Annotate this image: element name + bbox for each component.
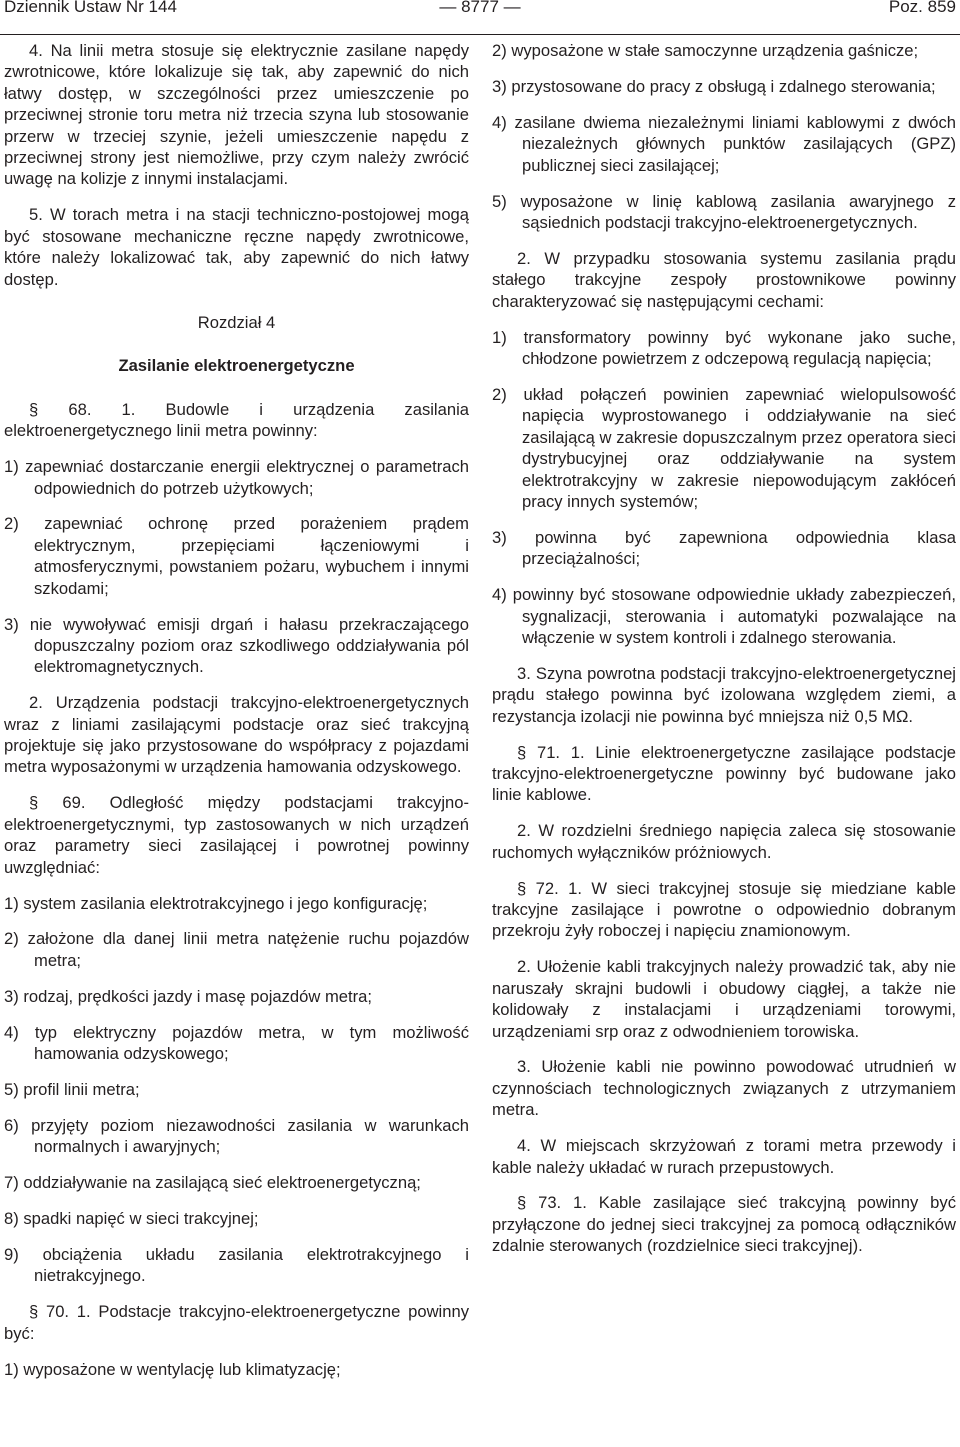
list-item: 1) zapewniać dostarczanie energii elektrycznej o parametrach odpowiednich do potrzeb użytkowych; bbox=[4, 457, 469, 498]
section-70-1: § 70. 1. Podstacje trakcyjno-elektroenergetyczne powinny być: bbox=[4, 1302, 469, 1343]
list-item: 4) typ elektryczny pojazdów metra, w tym możliwość hamowania odzyskowego; bbox=[4, 1022, 469, 1064]
section-72-1: § 72. 1. W sieci trakcyjnej stosuje się miedziane kable trakcyjne zasilające i powrotne o odpowiednio dobranym przekroju żyły roboczej i napięciu znamionowym. bbox=[492, 878, 956, 941]
section-70-2: 2. W przypadku stosowania systemu zasilania prądu stałego trakcyjne zespoły prostownikowe powinny charakteryzować się następującymi cechami: bbox=[492, 248, 956, 311]
section-68-1: § 68. 1. Budowle i urządzenia zasilania elektroenergetycznego linii metra powinny: bbox=[4, 399, 469, 441]
list-item: 5) profil linii metra; bbox=[4, 1079, 140, 1099]
page-number: — 8777 — bbox=[439, 0, 521, 16]
list-item: 2) wyposażone w stałe samoczynne urządzenia gaśnicze; bbox=[492, 41, 919, 60]
list-item: 2) układ połączeń powinien zapewniać wielopulsowość napięcia wyprostowanego i oddziaływanie na sieć zasilającą w zakresie dopuszczalnym przez operatora sieci dystrybucyjnej oraz oddziaływanie na system elektrotrakcyjny w zakresie niepowodującym zakłóceń pracy innych systemów; bbox=[492, 384, 956, 511]
chapter-title: Zasilanie elektroenergetyczne bbox=[118, 356, 355, 376]
page-header bbox=[0, 0, 960, 35]
section-68-2: 2. Urządzenia podstacji trakcyjno-elektroenergetycznych wraz z liniami zasilającymi podstacje oraz sieć trakcyjną projektuje się jako przystosowane do współpracy z pojazdami metra wyposażonymi w urządzenia hamowania odzyskowego. bbox=[4, 693, 469, 777]
list-item: 5) wyposażone w linię kablową zasilania awaryjnego z sąsiednich podstacji trakcyjno-elektroenergetycznych. bbox=[492, 191, 956, 232]
section-72-3: 3. Ułożenie kabli nie powinno powodować utrudnień w czynnościach technologicznych związanych z utrzymaniem metra. bbox=[492, 1057, 956, 1120]
section-71-2: 2. W rozdzielni średniego napięcia zaleca się stosowanie ruchomych wyłączników próżniowych. bbox=[492, 821, 956, 862]
right-column bbox=[492, 40, 956, 1271]
list-item: 1) system zasilania elektrotrakcyjnego i jego konfigurację; bbox=[4, 893, 428, 913]
section-72-2: 2. Ułożenie kabli trakcyjnych należy prowadzić tak, aby nie naruszały skrajni budowli i obudowy ciągłej, a także nie kolidowały z instalacjami i urządzeniami torowymi, urządzeniami srp oraz z odwodnieniem torowiska. bbox=[492, 957, 956, 1041]
section-70-3: 3. Szyna powrotna podstacji trakcyjno-elektroenergetycznej prądu stałego powinna być izolowana względem ziemi, a rezystancja izolacji nie powinna być mniejsza niż 0,5 MΩ. bbox=[492, 663, 956, 726]
section-71-1: § 71. 1. Linie elektroenergetyczne zasilające podstacje trakcyjno-elektroenergetyczne powinny być budowane jako linie kablowe. bbox=[492, 742, 956, 805]
list-item: 3) nie wywoływać emisji drgań i hałasu przekraczającego dopuszczalny poziom oraz szkodliwego oddziaływania pól elektromagnetycznych. bbox=[4, 614, 469, 677]
chapter-number: Rozdział 4 bbox=[197, 312, 276, 332]
list-item: 1) transformatory powinny być wykonane jako suche, chłodzone powietrzem z odczepową regulacją napięcia; bbox=[492, 327, 956, 368]
journal-title: Dziennik Ustaw Nr 144 bbox=[4, 0, 177, 16]
list-item: 2) zapewniać ochronę przed porażeniem prądem elektrycznym, przepięciami łączeniowymi i atmosferycznymi, powstaniem pożaru, wybuchem i innymi szkodami; bbox=[4, 514, 469, 598]
list-item: 4) powinny być stosowane odpowiednie układy zabezpieczeń, sygnalizacji, sterowania i automatyki pozwalające na włączenie w system kontroli i zdalnego sterowania. bbox=[492, 585, 956, 647]
section-73-1: § 73. 1. Kable zasilające sieć trakcyjną powinny być przyłączone do jednej sieci trakcyjnej za pomocą odłączników zdalnie sterowanych (rozdzielnice sieci trakcyjnej). bbox=[492, 1193, 956, 1256]
paragraph-5: 5. W torach metra i na stacji techniczno-postojowej mogą być stosowane mechaniczne ręczne napędy zwrotnicowe, które należy lokalizować tak, aby zapewnić do nich łatwy dostęp. bbox=[4, 205, 469, 289]
section-69: § 69. Odległość między podstacjami trakcyjno-elektroenergetycznymi, typ zastosowanych w nich urządzeń oraz parametry sieci zasilającej i powrotnej powinny uwzględniać: bbox=[4, 793, 469, 877]
position-number: Poz. 859 bbox=[888, 0, 956, 16]
list-item: 3) powinna być zapewniona odpowiednia klasa przeciążalności; bbox=[492, 527, 956, 569]
list-item: 3) przystosowane do pracy z obsługą i zdalnego sterowania; bbox=[492, 76, 936, 96]
list-item: 8) spadki napięć w sieci trakcyjnej; bbox=[4, 1209, 259, 1229]
list-item: 6) przyjęty poziom niezawodności zasilania w warunkach normalnych i awaryjnych; bbox=[4, 1115, 469, 1157]
list-item: 7) oddziaływanie na zasilającą sieć elektroenergetyczną; bbox=[4, 1173, 421, 1193]
list-item: 2) założone dla danej linii metra natężenie ruchu pojazdów metra; bbox=[4, 929, 469, 970]
list-item: 1) wyposażone w wentylację lub klimatyzację; bbox=[4, 1359, 341, 1379]
list-item: 4) zasilane dwiema niezależnymi liniami kablowymi z dwóch niezależnych głównych punktów zasilających (GPZ) publicznej sieci zasilającej; bbox=[492, 112, 956, 175]
list-item: 3) rodzaj, prędkości jazdy i masę pojazdów metra; bbox=[4, 986, 372, 1006]
paragraph-4: 4. Na linii metra stosuje się elektrycznie zasilane napędy zwrotnicowe, które lokalizuje się tak, aby zapewnić do nich łatwy dostęp, w szczególności przez umieszczenie po przeciwnej stronie toru metra niż trzecia szyna lub stosowanie przerw w trzeciej szynie, jeżeli umieszczenie napędu z przeciwnej strony jest niemożliwe, przy czym należy zwrócić uwagę na kolizje z innymi instalacjami. bbox=[4, 41, 469, 189]
list-item: 9) obciążenia układu zasilania elektrotrakcyjnego i nietrakcyjnego. bbox=[4, 1244, 469, 1286]
section-72-4: 4. W miejscach skrzyżowań z torami metra przewody i kable należy układać w rurach przepustowych. bbox=[492, 1136, 956, 1177]
left-column bbox=[4, 40, 469, 1395]
